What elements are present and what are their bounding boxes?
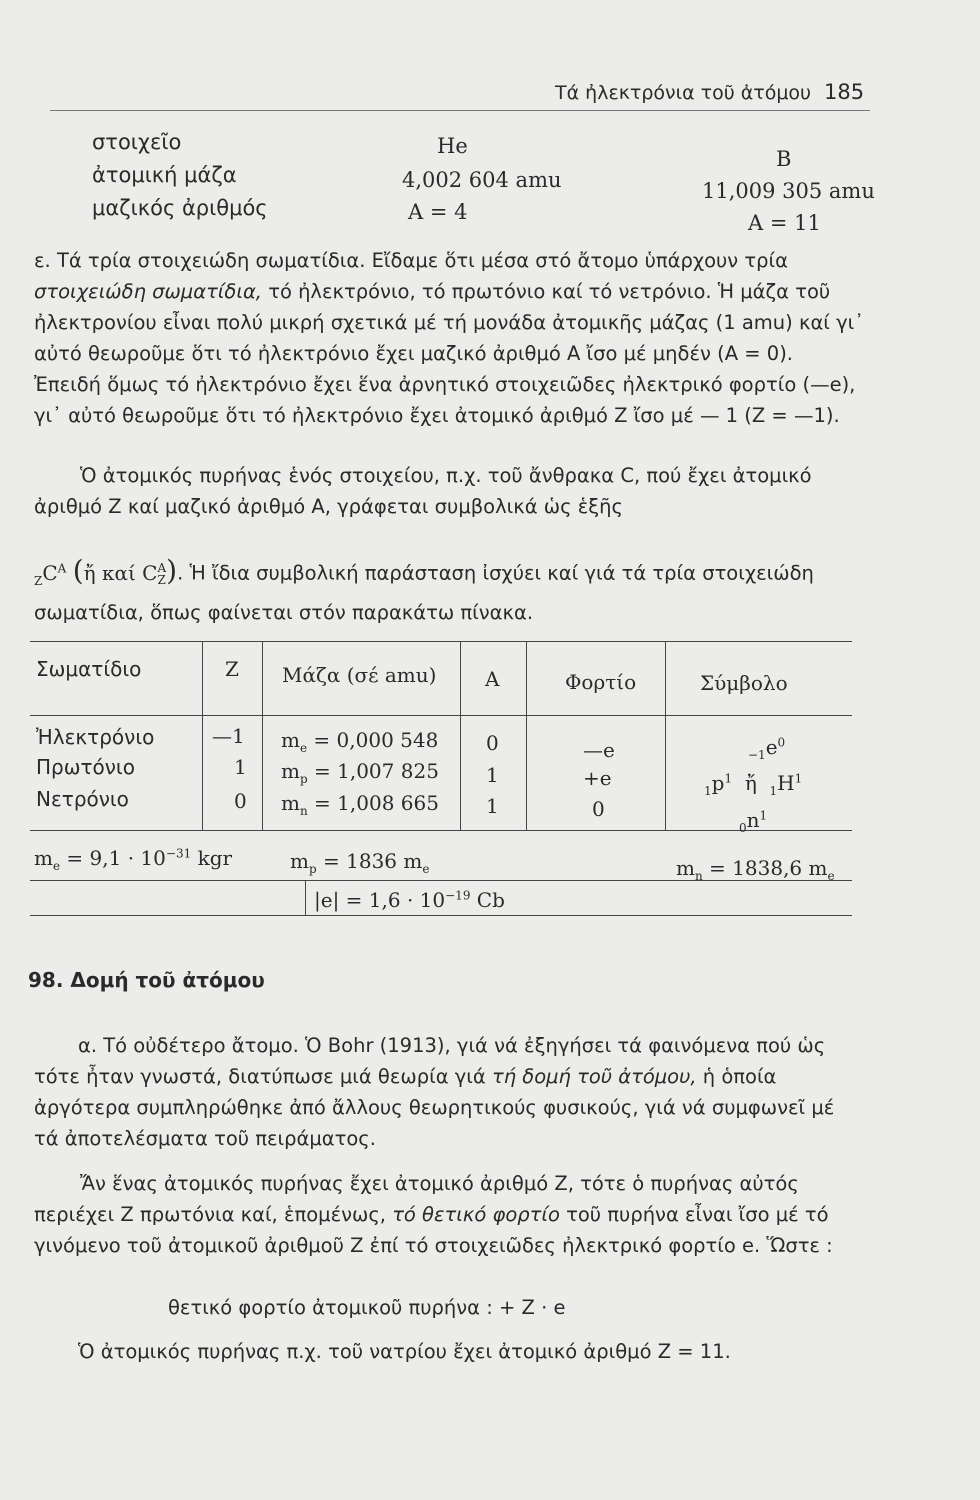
table-row-electron-mass: $m_e = 0,000$ 548	[281, 728, 439, 755]
page-number: 185	[824, 80, 865, 104]
proton-symbol: $_1p^1$ ἤ $_1H^1$	[704, 771, 803, 798]
table-bottom-rule	[30, 915, 852, 916]
nuclide-notation: $_ZC^A$ (ἤ καί C A Z )	[34, 553, 178, 588]
table-row-proton-z: 1	[234, 755, 247, 779]
nuclear-charge-formula: θετικό φορτίο ἀτομικοῦ πυρήνα : + Z · e	[168, 1296, 566, 1319]
table-col-divider	[305, 880, 306, 915]
electron-symbol: $_{-1}e^0$	[748, 735, 786, 762]
col-header-symbol: Σύμβολο	[700, 671, 788, 695]
table-row-neutron-charge: 0	[592, 797, 605, 821]
italic-elementary-particles: στοιχειώδη σωματίδια,	[34, 280, 262, 303]
boron-mass-number: A = 11	[748, 211, 821, 235]
elementary-charge: $|e| = 1,6 \cdot 10^{-19}$ Cb	[314, 888, 505, 912]
table-row-neutron-mass: $m_n = 1,008$ 665	[281, 791, 439, 818]
italic-positive-charge: τό θετικό φορτίο	[392, 1203, 560, 1226]
table-col-divider	[262, 641, 263, 830]
table-row-neutron-a: 1	[486, 794, 499, 818]
table-row-electron-charge: —e	[583, 738, 615, 762]
table-row-electron-z: —1	[212, 724, 245, 748]
helium-mass-number: A = 4	[408, 200, 468, 224]
italic-atom-structure: τή δομή τοῦ ἀτόμου,	[491, 1065, 697, 1088]
notation-paragraph: $_ZC^A$ (ἤ καί C A Z ). Ἡ ἴδια συμβολική παράσταση ἰσχύει καί γιά τά τρία στοιχειώδη σωματίδια, ὅπως φαίνεται στόν παρακάτω πίνακα.	[34, 553, 814, 624]
subsection-a-label: α.	[78, 1034, 98, 1057]
table-rows-rule	[30, 830, 852, 831]
neutron-symbol: $_0n^1$	[739, 808, 768, 835]
helium-atomic-mass: 4,002 604 amu	[402, 168, 562, 192]
subsection-e-paragraph: ε. Τά τρία στοιχειώδη σωματίδια. Εἴδαμε ὅτι μέσα στό ἄτομο ὑπάρχουν τρία στοιχειώδη σωματίδια, τό ἠλεκτρόνιο, τό πρωτόνιο καί τό νετρόνιο. Ἡ μάζα τοῦ ἠλεκτρονίου εἶναι πολύ μικρή σχετικά μέ τή μονάδα ἀτομικῆς μάζας (1 amu) καί γι᾽ αὐτό θεωροῦμε ὅτι τό ἠλεκτρόνιο ἔχει μαζικό ἀριθμό A ἴσο μέ μηδέν (A = 0). Ἐπειδή ὅμως τό ἠλεκτρόνιο ἔχει ἕνα ἀρνητικό στοιχειῶδες ἠλεκτρικό φορτίο (—e), γι᾽ αὐτό θεωροῦμε ὅτι τό ἠλεκτρόνιο ἔχει ἀτομικό ἀριθμό Z ἴσο μέ — 1 (Z = —1).	[34, 249, 864, 427]
helium-symbol: He	[437, 134, 468, 158]
table-row-electron-name: Ἠλεκτρόνιο	[36, 725, 155, 749]
boron-atomic-mass: 11,009 305 amu	[702, 179, 875, 203]
table-row-neutron-name: Νετρόνιο	[36, 787, 129, 811]
subsection-a-heading: Τό οὐδέτερο ἄτομο.	[103, 1034, 299, 1057]
boron-symbol: B	[776, 147, 792, 171]
electron-mass-kg: $m_e = 9,1 \cdot 10^{-31}$ kgr	[34, 846, 233, 873]
nucleus-notation-paragraph: Ὁ ἀτομικός πυρήνας ἑνός στοιχείου, π.χ. τοῦ ἄνθρακα C, πού ἔχει ἀτομικό ἀριθμό Z καί μαζικό ἀριθμό A, γράφεται συμβολικά ὡς ἑξῆς	[34, 464, 812, 518]
table-row-neutron-z: 0	[234, 789, 247, 813]
table-col-divider	[526, 641, 527, 830]
table-col-divider	[665, 641, 666, 830]
table-top-rule	[30, 641, 852, 642]
sodium-example-paragraph: Ὁ ἀτομικός πυρήνας π.χ. τοῦ νατρίου ἔχει ἀτομικό ἀριθμό Z = 11.	[78, 1340, 731, 1363]
col-header-particle: Σωματίδιο	[36, 657, 142, 681]
col-header-mass: Μάζα (σέ amu)	[282, 663, 437, 687]
table-col-divider	[460, 641, 461, 830]
table-row-electron-a: 0	[486, 731, 499, 755]
running-title: Τά ἠλεκτρόνια τοῦ ἀτόμου	[555, 82, 812, 104]
subsection-e-heading: Τά τρία στοιχειώδη σωματίδια.	[56, 249, 366, 272]
label-mass-number: μαζικός ἀριθμός	[92, 196, 268, 220]
table-row-proton-mass: $m_p = 1,007$ 825	[281, 759, 439, 786]
neutron-mass-ratio: $m_n = 1838,6$ $m_e$	[676, 856, 835, 883]
table-header-rule	[30, 715, 852, 716]
table-row-proton-a: 1	[486, 763, 499, 787]
table-row-proton-name: Πρωτόνιο	[36, 755, 135, 779]
subsection-e-label: ε.	[34, 249, 51, 272]
label-atomic-mass: ἀτομική μάζα	[92, 163, 237, 187]
neutral-atom-paragraph: α. Τό οὐδέτερο ἄτομο. Ὁ Bohr (1913), γιά νά ἐξηγήσει τά φαινόμενα πού ὡς τότε ἦταν γνωστά, διατύπωσε μιά θεωρία γιά τή δομή τοῦ ἀτόμου, ἡ ὁποία ἀργότερα συμπληρώθηκε ἀπό ἄλλους θεωρητικούς φυσικούς, γιά νά συμφωνεῖ μέ τά ἀποτελέσματα τοῦ πειράματος.	[34, 1034, 835, 1150]
section-98-title: 98. Δομή τοῦ ἀτόμου	[28, 968, 265, 992]
proton-mass-ratio: $m_p = 1836$ $m_e$	[290, 849, 430, 876]
col-header-a: A	[485, 667, 500, 691]
label-element: στοιχεῖο	[92, 130, 182, 154]
table-row-proton-charge: +e	[583, 766, 612, 790]
col-header-charge: Φορτίο	[565, 670, 637, 694]
nucleus-charge-paragraph: Ἄν ἕνας ἀτομικός πυρήνας ἔχει ἀτομικό ἀριθμό Z, τότε ὁ πυρήνας αὐτός περιέχει Z πρωτόνια καί, ἑπομένως, τό θετικό φορτίο τοῦ πυρήνα εἶναι ἴσο μέ τό γινόμενο τοῦ ἀτομικοῦ ἀριθμοῦ Z ἐπί τό στοιχειῶδες ἠλεκτρικό φορτίο e. Ὥστε :	[34, 1172, 833, 1257]
col-header-z: Z	[225, 657, 239, 681]
table-col-divider	[202, 641, 203, 830]
header-rule	[50, 110, 870, 111]
